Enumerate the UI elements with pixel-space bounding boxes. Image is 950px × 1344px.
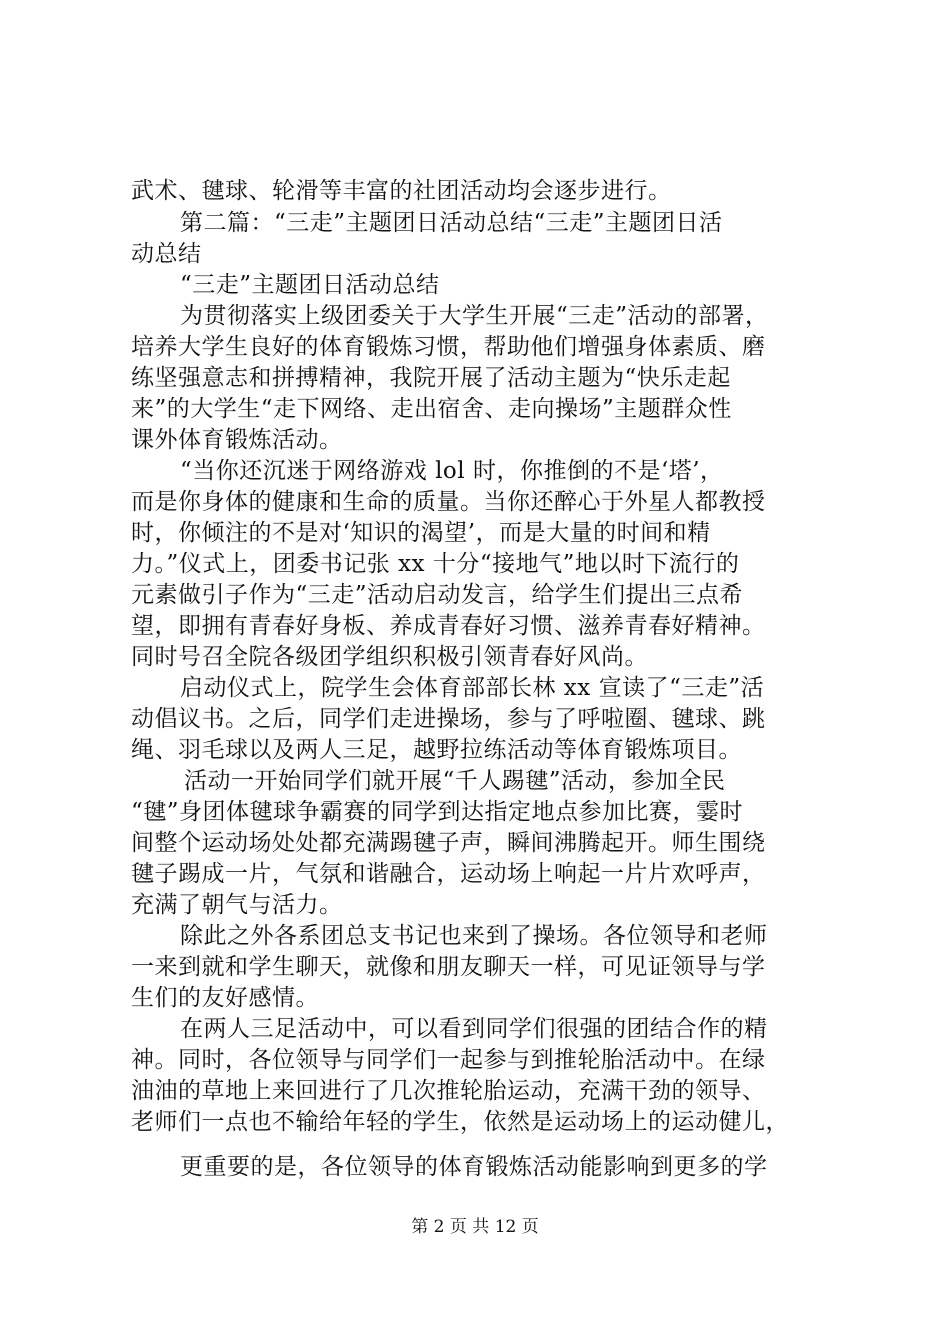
text-line: 老师们一点也不输给年轻的学生，依然是运动场上的运动健儿， [131, 1109, 789, 1135]
text-line: 武术、毽球、轮滑等丰富的社团活动均会逐步进行。 [131, 178, 672, 204]
text-line: 绳、羽毛球以及两人三足，越野拉练活动等体育锻炼项目。 [131, 737, 742, 763]
text-line: “毽”身团体毽球争霸赛的同学到达指定地点参加比赛，霎时 [131, 799, 744, 825]
text-line: 活动一开始同学们就开展“千人踢毽”活动，参加全民 [184, 768, 726, 794]
text-line: 来”的大学生“走下网络、走出宿舍、走向操场”主题群众性 [131, 396, 732, 422]
text-line: 练坚强意志和拼搏精神，我院开展了活动主题为“快乐走起 [131, 365, 731, 391]
text-line: 培养大学生良好的体育锻炼习惯，帮助他们增强身体素质、磨 [131, 334, 766, 360]
text-line: 同时号召全院各级团学组织积极引领青春好风尚。 [131, 644, 648, 670]
text-line: “当你还沉迷于网络游戏 lol 时，你推倒的不是‘塔’， [180, 458, 724, 484]
text-line: 为贯彻落实上级团委关于大学生开展“三走”活动的部署， [180, 303, 769, 329]
text-line: 更重要的是，各位领导的体育锻炼活动能影响到更多的学 [180, 1154, 768, 1180]
text-line: 课外体育锻炼活动。 [131, 427, 343, 453]
text-line: 望，即拥有青春好身板、养成青春好习惯、滋养青春好精神。 [131, 613, 766, 639]
text-line: 神。同时，各位领导与同学们一起参与到推轮胎活动中。在绿 [131, 1047, 766, 1073]
text-line: 而是你身体的健康和生命的质量。当你还醉心于外星人都教授 [131, 489, 766, 515]
text-line: 在两人三足活动中，可以看到同学们很强的团结合作的精 [180, 1016, 768, 1042]
text-line: 生们的友好感情。 [131, 985, 319, 1011]
text-line: 一来到就和学生聊天，就像和朋友聊天一样，可见证领导与学 [131, 954, 766, 980]
text-line: 油油的草地上来回进行了几次推轮胎运动，充满干劲的领导、 [131, 1078, 766, 1104]
text-line: 充满了朝气与活力。 [131, 892, 343, 918]
text-line: 力。”仪式上，团委书记张 xx 十分“接地气”地以时下流行的 [131, 551, 740, 577]
text-line: 毽子踢成一片，气氛和谐融合，运动场上响起一片片欢呼声， [131, 861, 766, 887]
text-line: 元素做引子作为“三走”活动启动发言，给学生们提出三点希 [131, 582, 744, 608]
text-line: 除此之外各系团总支书记也来到了操场。各位领导和老师 [180, 923, 768, 949]
section-title-line: 第二篇：“三走”主题团日活动总结“三走”主题团日活 [180, 210, 723, 236]
text-line: 启动仪式上，院学生会体育部部长林 xx 宣读了“三走”活 [180, 675, 765, 701]
text-line: 时，你倾注的不是对‘知识的渴望’，而是大量的时间和精 [131, 520, 711, 546]
subtitle-line: “三走”主题团日活动总结 [180, 272, 440, 298]
page-number-footer: 第 2 页 共 12 页 [411, 1217, 539, 1237]
text-line: 间整个运动场处处都充满踢毽子声，瞬间沸腾起开。师生围绕 [131, 830, 766, 856]
text-line: 动总结 [131, 241, 202, 267]
text-line: 动倡议书。之后，同学们走进操场，参与了呼啦圈、毽球、跳 [131, 706, 766, 732]
